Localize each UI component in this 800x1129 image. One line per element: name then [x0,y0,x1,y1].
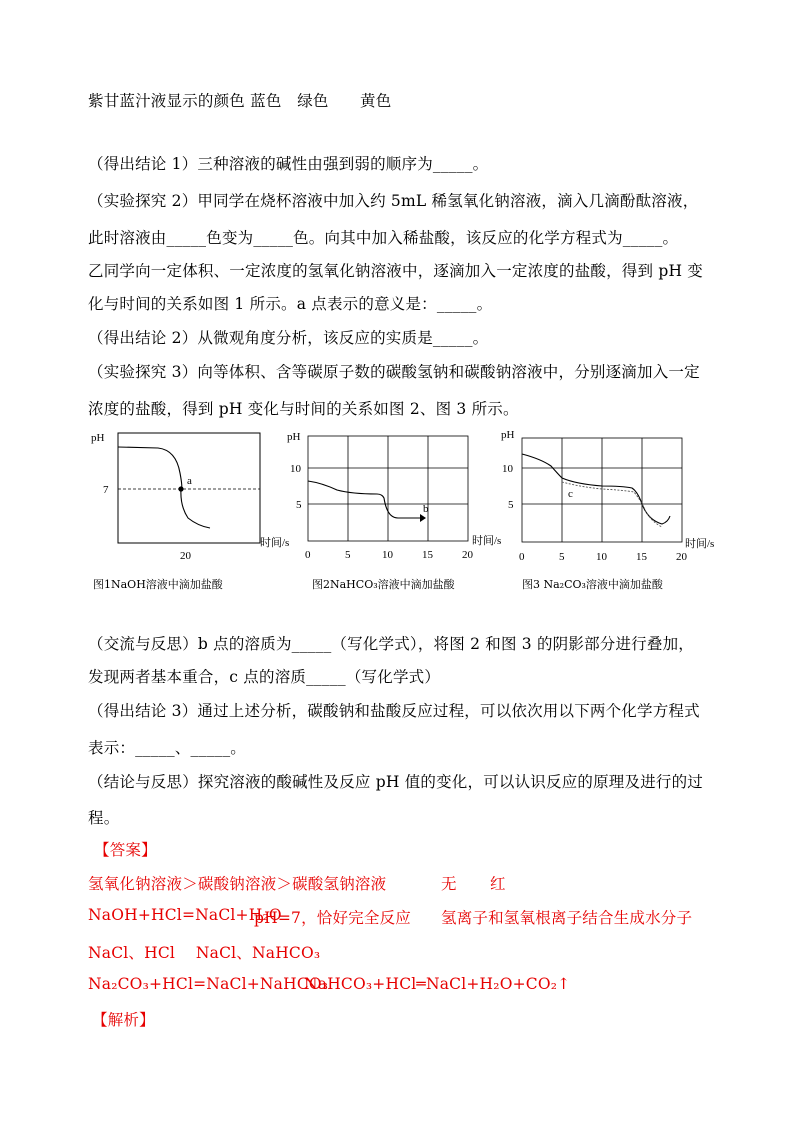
fig2-xtick-10: 10 [382,549,393,561]
answer-4-b: NaHCO₃+HCl═NaCl+H₂O+CO₂↑ [304,975,571,993]
fig2-xtick-15: 15 [422,549,433,561]
figure-1 [88,428,290,568]
experiment-2-b: 此时溶液由_____色变为_____色。向其中加入稀盐酸，该反应的化学方程式为_____。 [88,229,679,247]
reflection-b: 发现两者基本重合，c 点的溶质_____（写化学式） [88,668,441,686]
answer-1-c: 红 [490,875,506,893]
fig3-shade-edge [562,482,662,527]
fig2-xtick-20: 20 [462,549,473,561]
fig3-xtick-10: 10 [596,551,607,563]
answer-1-b: 无 [441,875,457,893]
fig3-xtick-0: 0 [519,551,525,563]
answer-3: NaCl、HCl NaCl、NaHCO₃ [88,944,321,962]
fig2-arrow [420,514,426,522]
fig2-label-b: b [423,503,429,515]
fig1-label-a: a [187,475,192,487]
answer-4: Na₂CO₃+HCl=NaCl+NaHCO₃ [88,975,329,993]
experiment-2: （实验探究 2）甲同学在烧杯溶液中加入约 5mL 稀氢氧化钠溶液，滴入几滴酚酞溶液， [88,192,699,210]
answer-1: 氢氧化钠溶液＞碳酸钠溶液＞碳酸氢钠溶液 [88,875,387,893]
fig3-ylabel: pH [501,429,515,441]
fig2-caption: 图2NaHCO₃溶液中滴加盐酸 [312,578,455,591]
fig2-xtick-5: 5 [345,549,351,561]
reflection: （交流与反思）b 点的溶质为_____（写化学式），将图 2 和图 3 的阴影部分进行叠加， [88,635,694,653]
experiment-3-b: 浓度的盐酸，得到 pH 变化与时间的关系如图 2、图 3 所示。 [88,400,519,418]
fig1-xlabel: 时间/s [260,537,290,549]
fig1-point-a [178,486,183,491]
conclusion-2: （得出结论 2）从微观角度分析，该反应的实质是_____。 [88,329,489,347]
fig1-caption: 图1NaOH溶液中滴加盐酸 [93,578,223,591]
answer-2-c: 氢离子和氢氧根离子结合生成水分子 [441,909,693,927]
answer-heading: 【答案】 [94,841,157,859]
final-reflection-b: 程。 [88,809,120,827]
fig3-ytick-10: 10 [502,463,513,475]
fig3-xtick-20: 20 [676,551,687,563]
fig2-xtick-0: 0 [305,549,311,561]
experiment-2-d: 化与时间的关系如图 1 所示。a 点表示的意义是：_____。 [88,295,493,313]
experiment-2-c: 乙同学向一定体积、一定浓度的氢氧化钠溶液中，逐滴加入一定浓度的盐酸，得到 pH 变 [88,262,703,280]
analysis-heading: 【解析】 [92,1011,155,1029]
fig2-xlabel: 时间/s [472,535,502,547]
conclusion-3: （得出结论 3）通过上述分析，碳酸钠和盐酸反应过程，可以依次用以下两个化学方程式 [88,702,700,720]
fig3-caption: 图3 Na₂CO₃溶液中滴加盐酸 [522,578,663,591]
answer-2-b: pH=7，恰好完全反应 [254,909,411,927]
experiment-3: （实验探究 3）向等体积、含等碳原子数的碳酸氢钠和碳酸钠溶液中，分别逐滴加入一定 [88,363,700,381]
fig3-xtick-5: 5 [559,551,565,563]
conclusion-3-b: 表示：_____、_____。 [88,739,247,757]
fig2-ylabel: pH [287,431,301,443]
conclusion-1: （得出结论 1）三种溶液的碱性由强到弱的顺序为_____。 [88,155,489,173]
fig3-curve [522,454,670,524]
fig1-frame [118,433,260,543]
fig2-curve [308,481,420,518]
fig2-ytick-10: 10 [290,463,301,475]
answer-2: NaOH+HCl=NaCl+H₂O [88,906,282,924]
fig3-xlabel: 时间/s [685,538,715,550]
color-row: 紫甘蓝汁液显示的颜色 蓝色 绿色 黄色 [88,92,392,110]
fig3-label-c: c [568,488,573,500]
fig3-xtick-15: 15 [636,551,647,563]
fig1-y7: 7 [103,484,109,496]
figure-2 [282,426,512,571]
fig2-ytick-5: 5 [296,499,302,511]
fig3-ytick-5: 5 [508,499,514,511]
fig1-curve [118,447,210,528]
fig1-ylabel: pH [91,432,105,444]
figure-3 [496,424,722,574]
final-reflection: （结论与反思）探究溶液的酸碱性及反应 pH 值的变化，可以认识反应的原理及进行的过 [88,773,703,791]
fig1-x20: 20 [180,550,191,562]
